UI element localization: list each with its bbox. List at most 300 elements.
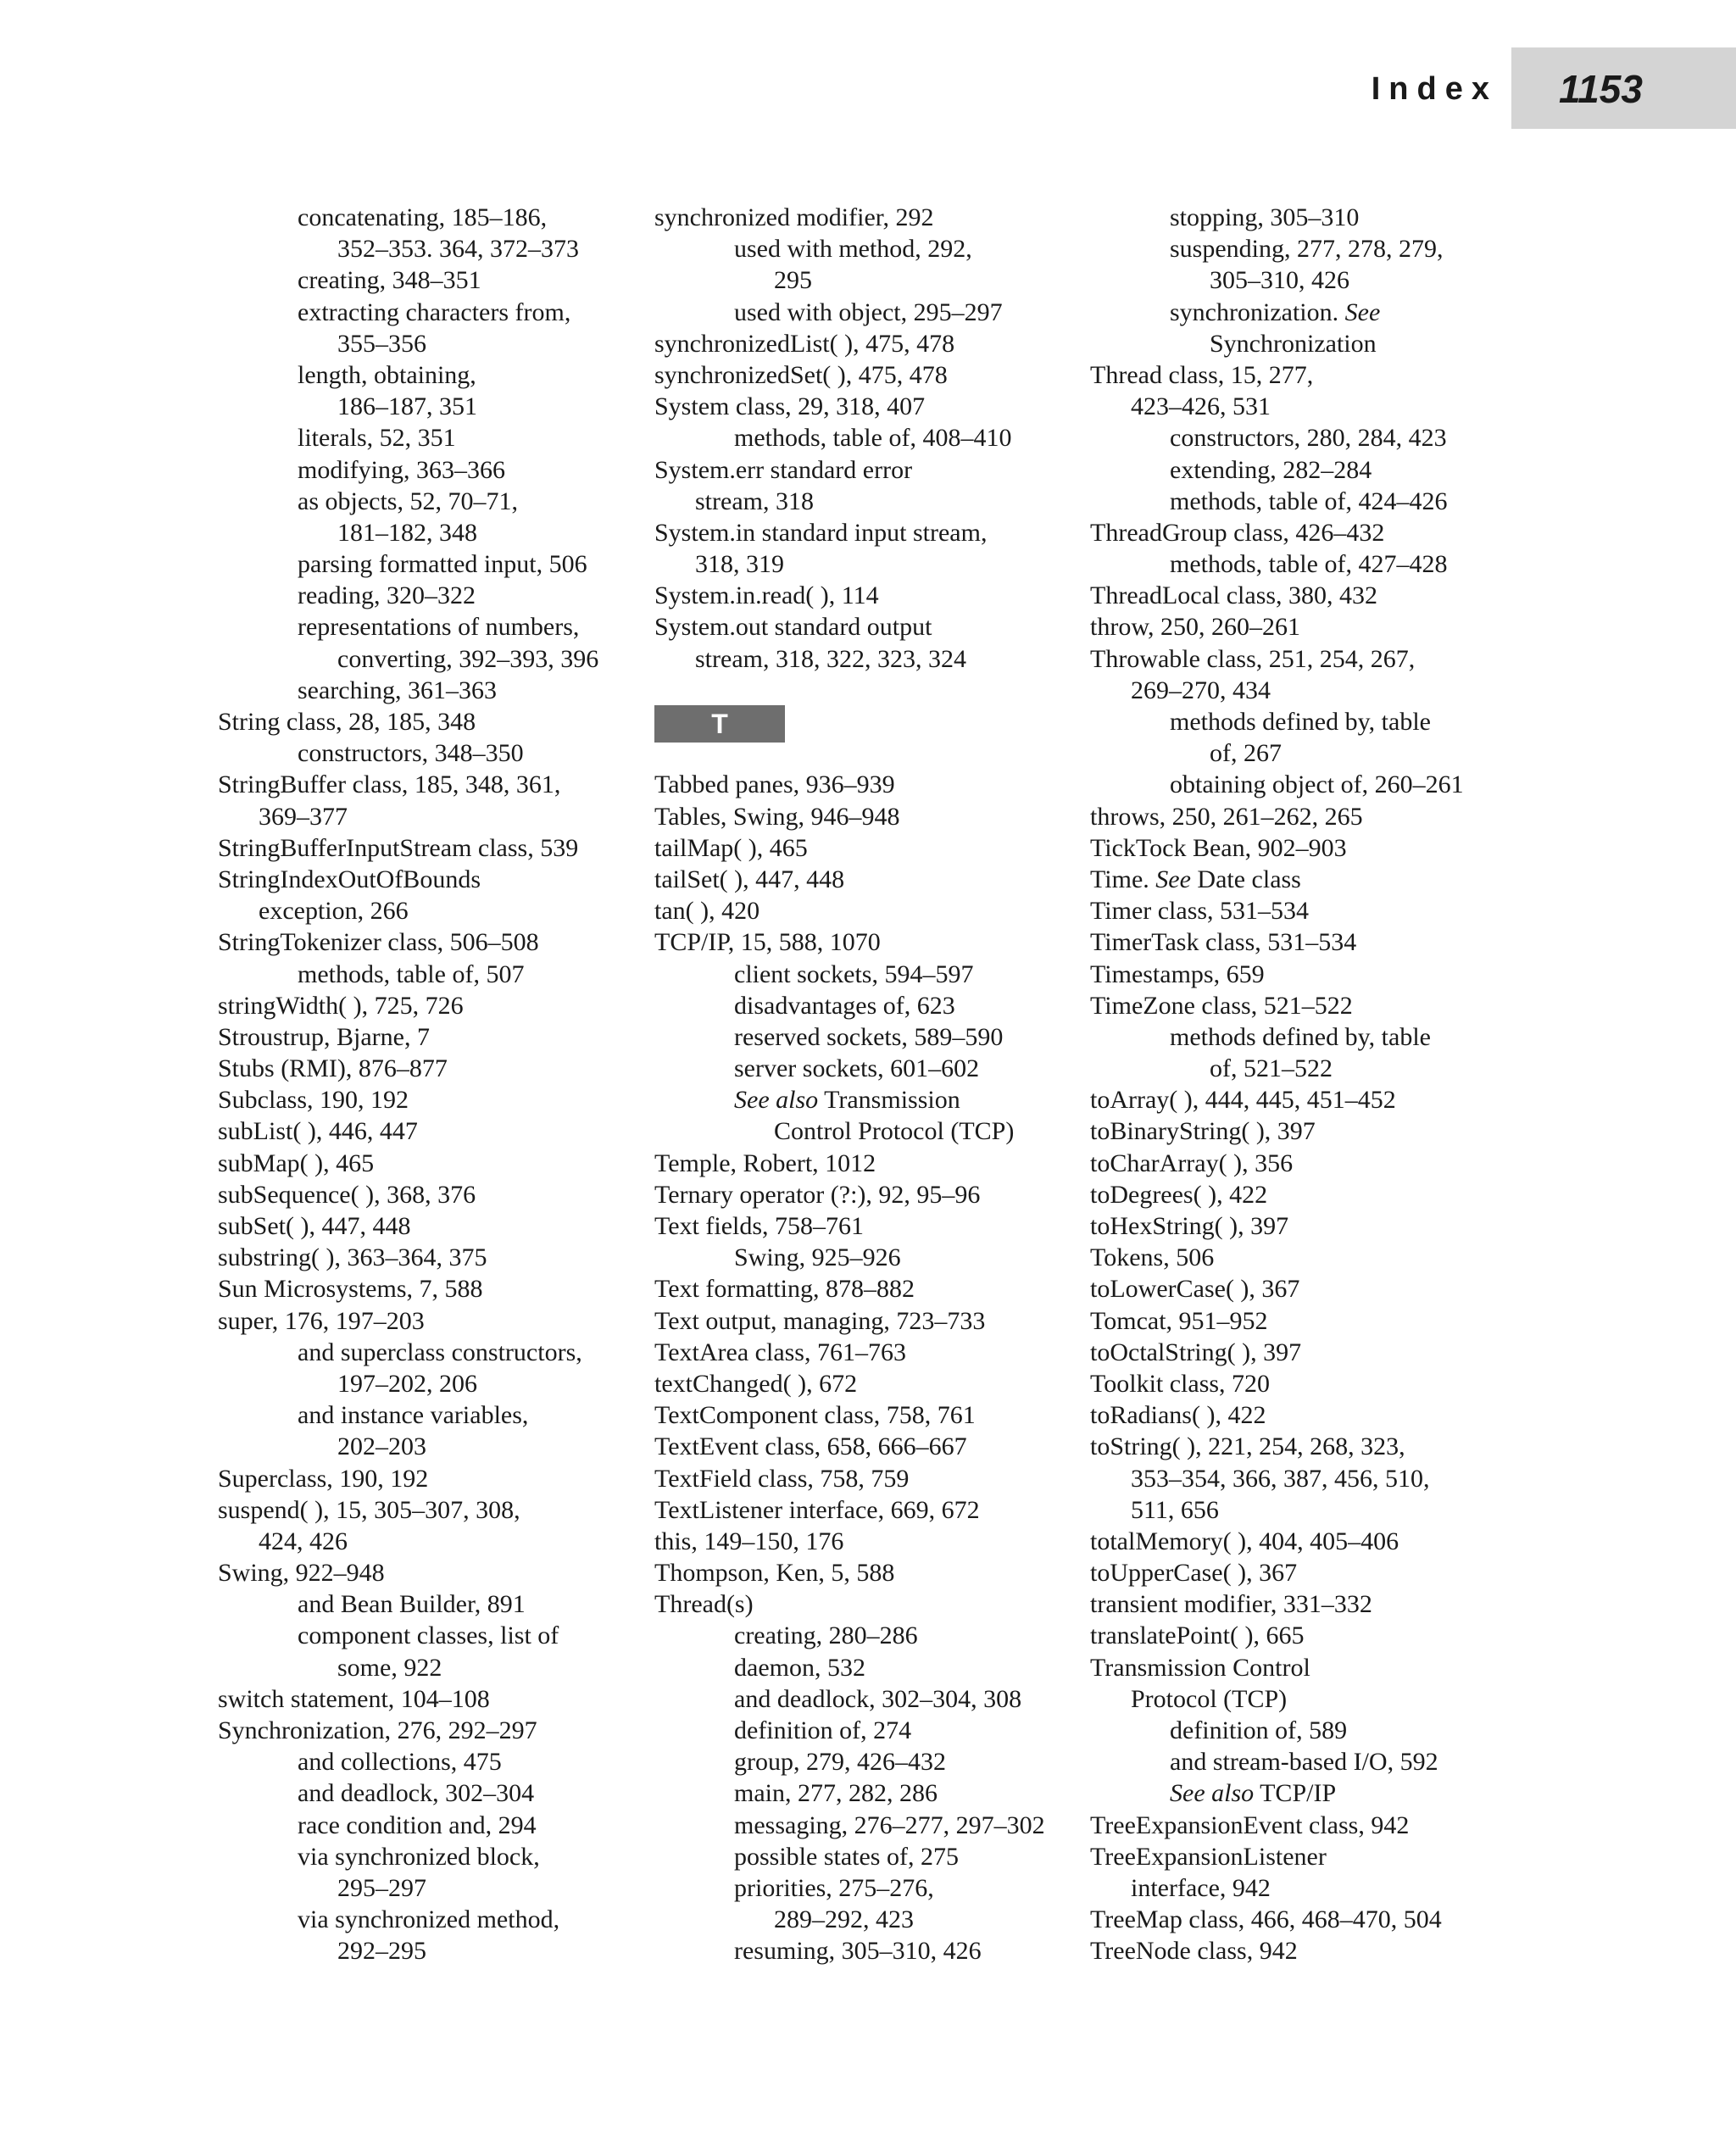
- entry-text: possible states of, 275: [734, 1842, 959, 1871]
- index-entry: [1090, 1305, 1514, 1337]
- index-subentry: [654, 1841, 1087, 1872]
- index-subentry: [1090, 1053, 1514, 1084]
- index-subentry: [1090, 1746, 1514, 1777]
- index-subentry: [218, 422, 642, 453]
- index-entry: [654, 1431, 1087, 1462]
- index-entry: [1090, 1115, 1514, 1147]
- entry-text: Tokens, 506: [1090, 1243, 1215, 1272]
- index-entry: [654, 1494, 1087, 1526]
- index-entry: [218, 1557, 642, 1588]
- entry-text: Timer class, 531–534: [1090, 897, 1310, 926]
- index-subentry: [1090, 1463, 1514, 1494]
- entry-text: toLowerCase( ), 367: [1090, 1275, 1300, 1304]
- entry-text: 181–182, 348: [337, 518, 477, 547]
- entry-text: toBinaryString( ), 397: [1090, 1117, 1316, 1146]
- index-entry: [1090, 1242, 1514, 1273]
- entry-text: Synchronization: [1210, 329, 1377, 358]
- entry-text: disadvantages of, 623: [734, 991, 955, 1020]
- entry-text: transient modifier, 331–332: [1090, 1590, 1372, 1619]
- index-entry: [654, 1368, 1087, 1399]
- index-entry: [1090, 1588, 1514, 1620]
- entry-text: Swing, 922–948: [218, 1559, 385, 1588]
- entry-text: Text fields, 758–761: [654, 1212, 865, 1241]
- entry-text: extending, 282–284: [1170, 455, 1372, 484]
- index-subentry: [218, 1935, 642, 1966]
- index-subentry: [218, 233, 642, 264]
- index-subentry: [218, 1777, 642, 1809]
- entry-text: TextComponent class, 758, 761: [654, 1401, 976, 1430]
- entry-text: methods, table of, 408–410: [734, 424, 1012, 453]
- index-entry: [1090, 580, 1514, 611]
- index-entry: [1090, 832, 1514, 864]
- index-subentry: [218, 737, 642, 769]
- index-subentry: [218, 1368, 642, 1399]
- index-entry: [654, 1337, 1087, 1368]
- index-entry: [218, 1053, 642, 1084]
- index-entry: [1090, 1526, 1514, 1557]
- index-subentry: [1090, 706, 1514, 737]
- entry-text: 197–202, 206: [337, 1369, 477, 1398]
- index-subentry: [218, 328, 642, 359]
- index-subentry: [654, 990, 1087, 1021]
- index-entry: [654, 1148, 1087, 1179]
- entry-text: totalMemory( ), 404, 405–406: [1090, 1527, 1399, 1555]
- index-subentry: [218, 675, 642, 706]
- index-entry: [654, 391, 1087, 422]
- index-subentry: [218, 580, 642, 611]
- entry-text: Tables, Swing, 946–948: [654, 802, 900, 831]
- entry-text: subMap( ), 465: [218, 1149, 375, 1177]
- index-subentry: [1090, 737, 1514, 769]
- entry-text: 424, 426: [259, 1527, 348, 1555]
- entry-text: translatePoint( ), 665: [1090, 1621, 1305, 1650]
- entry-text: as objects, 52, 70–71,: [298, 487, 518, 515]
- entry-text: StringBufferInputStream class, 539: [218, 833, 579, 862]
- entry-text: 305–310, 426: [1210, 266, 1349, 295]
- entry-text: client sockets, 594–597: [734, 960, 974, 988]
- index-entry: [218, 1210, 642, 1242]
- index-subentry: [218, 1904, 642, 1935]
- index-subentry: [1090, 1494, 1514, 1526]
- index-subentry: [218, 202, 642, 233]
- index-entry: [654, 801, 1087, 832]
- entry-text: via synchronized method,: [298, 1905, 560, 1934]
- entry-text: 295: [774, 266, 812, 295]
- index-subentry: [1090, 1715, 1514, 1746]
- entry-text: 202–203: [337, 1432, 426, 1461]
- index-subentry: [1090, 1021, 1514, 1053]
- entry-text: System.err standard error: [654, 455, 913, 484]
- entry-text: throws, 250, 261–262, 265: [1090, 802, 1363, 831]
- index-entry: [654, 328, 1087, 359]
- index-subentry: [218, 1841, 642, 1872]
- entry-text: Timestamps, 659: [1090, 960, 1265, 988]
- entry-text: synchronized modifier, 292: [654, 203, 934, 231]
- index-entry: [654, 1557, 1087, 1588]
- entry-text: stream, 318: [695, 487, 814, 515]
- entry-text: toOctalString( ), 397: [1090, 1338, 1302, 1366]
- entry-text: synchronizedSet( ), 475, 478: [654, 360, 948, 389]
- index-entry: [218, 990, 642, 1021]
- entry-text: literals, 52, 351: [298, 424, 456, 453]
- entry-text: Time.: [1090, 865, 1149, 893]
- index-entry: [218, 1021, 642, 1053]
- page-number: 1153: [1559, 67, 1643, 111]
- entry-text: and Bean Builder, 891: [298, 1590, 526, 1619]
- index-entry: [218, 706, 642, 737]
- index-column-2: [654, 202, 1087, 1967]
- index-subentry: [218, 1431, 642, 1462]
- running-header: Index: [1371, 71, 1498, 107]
- index-subentry: [654, 1715, 1087, 1746]
- entry-text: toRadians( ), 422: [1090, 1401, 1266, 1430]
- entry-text: resuming, 305–310, 426: [734, 1937, 982, 1966]
- entry-text: System.in.read( ), 114: [654, 581, 879, 610]
- index-entry: [1090, 611, 1514, 642]
- entry-text: methods, table of, 424–426: [1170, 487, 1448, 515]
- index-subentry: [1090, 233, 1514, 264]
- index-subentry: [218, 1810, 642, 1841]
- index-entry: [1090, 1179, 1514, 1210]
- entry-text: TCP/IP, 15, 588, 1070: [654, 928, 881, 957]
- section-letter: T: [654, 705, 785, 743]
- index-subentry: [1090, 422, 1514, 453]
- entry-text: System.in standard input stream,: [654, 518, 988, 547]
- index-entry: [218, 1115, 642, 1147]
- index-subentry: [1090, 454, 1514, 486]
- entry-text: some, 922: [337, 1653, 442, 1682]
- index-entry: [1090, 801, 1514, 832]
- index-subentry: [1090, 202, 1514, 233]
- index-subentry: [654, 1683, 1087, 1715]
- index-entry: [1090, 1810, 1514, 1841]
- entry-text: Swing, 925–926: [734, 1243, 901, 1272]
- entry-text: Tomcat, 951–952: [1090, 1306, 1268, 1335]
- index-entry: [218, 832, 642, 864]
- index-entry: [654, 1588, 1087, 1620]
- index-subentry: [654, 1053, 1087, 1084]
- entry-text: Ternary operator (?:), 92, 95–96: [654, 1180, 981, 1209]
- index-entry: [1090, 990, 1514, 1021]
- entry-text: TextArea class, 761–763: [654, 1338, 906, 1366]
- index-entry: [218, 1084, 642, 1115]
- index-column-3: [1090, 202, 1514, 1967]
- entry-text: 352–353. 364, 372–373: [337, 235, 579, 264]
- entry-text: 295–297: [337, 1873, 426, 1902]
- index-subentry: [654, 643, 1087, 675]
- entry-text: TimerTask class, 531–534: [1090, 928, 1357, 957]
- see-also-label: See also: [1170, 1779, 1255, 1808]
- index-entry: [654, 1399, 1087, 1431]
- entry-text: Sun Microsystems, 7, 588: [218, 1275, 483, 1304]
- index-subentry: [654, 1810, 1087, 1841]
- see-also-label: See also: [734, 1086, 819, 1115]
- index-subentry: [218, 359, 642, 391]
- entry-text: TextEvent class, 658, 666–667: [654, 1432, 967, 1461]
- index-subentry: [654, 959, 1087, 990]
- index-entry: [654, 864, 1087, 895]
- entry-text: TCP/IP: [1260, 1779, 1337, 1808]
- entry-text: 369–377: [259, 802, 348, 831]
- entry-text: toDegrees( ), 422: [1090, 1180, 1268, 1209]
- entry-text: tailMap( ), 465: [654, 833, 808, 862]
- entry-text: creating, 348–351: [298, 266, 481, 295]
- entry-text: TimeZone class, 521–522: [1090, 991, 1353, 1020]
- entry-text: Stroustrup, Bjarne, 7: [218, 1022, 430, 1051]
- entry-text: constructors, 280, 284, 423: [1170, 424, 1447, 453]
- entry-text: reserved sockets, 589–590: [734, 1022, 1004, 1051]
- entry-text: of, 267: [1210, 739, 1282, 768]
- index-subentry: [218, 1620, 642, 1651]
- entry-text: TextField class, 758, 759: [654, 1464, 910, 1493]
- index-entry: [1090, 1337, 1514, 1368]
- entry-text: Transmission Control: [1090, 1653, 1310, 1682]
- index-entry: [654, 1210, 1087, 1242]
- index-subentry: [218, 1872, 642, 1904]
- entry-text: stringWidth( ), 725, 726: [218, 991, 464, 1020]
- entry-text: substring( ), 363–364, 375: [218, 1243, 487, 1272]
- index-entry: [654, 611, 1087, 642]
- entry-text: subSet( ), 447, 448: [218, 1212, 411, 1240]
- see-label: See: [1344, 298, 1381, 326]
- entry-text: 355–356: [337, 329, 426, 358]
- entry-text: this, 149–150, 176: [654, 1527, 844, 1555]
- index-entry: [218, 1273, 642, 1304]
- entry-text: tailSet( ), 447, 448: [654, 865, 845, 893]
- entry-text: StringIndexOutOfBounds: [218, 865, 481, 893]
- entry-text: super, 176, 197–203: [218, 1306, 425, 1335]
- index-subentry: [1090, 264, 1514, 296]
- entry-text: stopping, 305–310: [1170, 203, 1360, 231]
- index-subentry: [218, 486, 642, 517]
- index-subentry: [218, 611, 642, 642]
- entry-text: Synchronization, 276, 292–297: [218, 1716, 537, 1744]
- index-subentry: [218, 1652, 642, 1683]
- entry-text: main, 277, 282, 286: [734, 1779, 938, 1808]
- index-entry: [1090, 864, 1514, 895]
- index-subentry: [218, 548, 642, 580]
- index-entry: [654, 359, 1087, 391]
- entry-text: 186–187, 351: [337, 392, 477, 421]
- entry-text: Transmission: [824, 1086, 960, 1115]
- index-subentry: [654, 1021, 1087, 1053]
- entry-text: Tabbed panes, 936–939: [654, 770, 895, 799]
- entry-text: System class, 29, 318, 407: [654, 392, 926, 421]
- entry-text: methods, table of, 507: [298, 960, 525, 988]
- index-subentry: [654, 1242, 1087, 1273]
- index-subentry: [654, 233, 1087, 264]
- index-subentry: [654, 1084, 1087, 1115]
- index-subentry: [654, 264, 1087, 296]
- index-entry: [1090, 1652, 1514, 1683]
- index-subentry: [1090, 297, 1514, 328]
- entry-text: extracting characters from,: [298, 298, 571, 326]
- index-subentry: [218, 517, 642, 548]
- entry-text: searching, 361–363: [298, 676, 497, 704]
- index-entry: [218, 1179, 642, 1210]
- index-entry: [654, 769, 1087, 800]
- index-entry: [1090, 959, 1514, 990]
- index-entry: [218, 926, 642, 958]
- entry-text: toHexString( ), 397: [1090, 1212, 1289, 1240]
- entry-text: 269–270, 434: [1131, 676, 1271, 704]
- index-entry: [654, 926, 1087, 958]
- index-entry: [1090, 1148, 1514, 1179]
- index-subentry: [654, 1777, 1087, 1809]
- entry-text: Toolkit class, 720: [1090, 1369, 1271, 1398]
- entry-text: definition of, 274: [734, 1716, 912, 1745]
- entry-text: ThreadLocal class, 380, 432: [1090, 581, 1378, 610]
- entry-text: used with object, 295–297: [734, 298, 1003, 326]
- entry-text: Stubs (RMI), 876–877: [218, 1054, 448, 1083]
- index-subentry: [218, 297, 642, 328]
- entry-text: Throwable class, 251, 254, 267,: [1090, 644, 1416, 673]
- index-subentry: [218, 391, 642, 422]
- entry-text: Subclass, 190, 192: [218, 1086, 409, 1115]
- index-subentry: [218, 454, 642, 486]
- index-entry: [1090, 1399, 1514, 1431]
- index-entry: [654, 1526, 1087, 1557]
- entry-text: TextListener interface, 669, 672: [654, 1495, 980, 1524]
- entry-text: switch statement, 104–108: [218, 1684, 490, 1713]
- index-entry: [1090, 643, 1514, 675]
- index-subentry: [654, 1620, 1087, 1651]
- entry-text: toUpperCase( ), 367: [1090, 1559, 1298, 1588]
- index-entry: [1090, 1084, 1514, 1115]
- entry-text: group, 279, 426–432: [734, 1748, 946, 1777]
- entry-text: TreeNode class, 942: [1090, 1937, 1298, 1966]
- index-entry: [218, 1715, 642, 1746]
- entry-text: race condition and, 294: [298, 1811, 537, 1839]
- index-entry: [654, 1463, 1087, 1494]
- index-entry: [654, 895, 1087, 926]
- entry-text: methods, table of, 427–428: [1170, 550, 1448, 579]
- index-entry: [1090, 1841, 1514, 1872]
- entry-text: System.out standard output: [654, 613, 932, 642]
- index-entry: [654, 580, 1087, 611]
- index-subentry: [1090, 1872, 1514, 1904]
- index-entry: [654, 454, 1087, 486]
- entry-text: 353–354, 366, 387, 456, 510,: [1131, 1464, 1430, 1493]
- index-entry: [1090, 517, 1514, 548]
- entry-text: String class, 28, 185, 348: [218, 708, 476, 736]
- index-subentry: [1090, 486, 1514, 517]
- entry-text: converting, 392–393, 396: [337, 644, 599, 673]
- entry-text: parsing formatted input, 506: [298, 550, 587, 579]
- index-entry: [1090, 1273, 1514, 1304]
- entry-text: of, 521–522: [1210, 1054, 1333, 1083]
- entry-text: toString( ), 221, 254, 268, 323,: [1090, 1432, 1405, 1461]
- index-subentry: [218, 1588, 642, 1620]
- entry-text: methods defined by, table: [1170, 1022, 1431, 1051]
- entry-text: obtaining object of, 260–261: [1170, 770, 1464, 799]
- index-entry: [654, 1273, 1087, 1304]
- entry-text: 511, 656: [1131, 1495, 1219, 1524]
- entry-text: Temple, Robert, 1012: [654, 1149, 876, 1177]
- index-subentry: [654, 297, 1087, 328]
- index-entry: [1090, 1557, 1514, 1588]
- entry-text: Protocol (TCP): [1131, 1684, 1288, 1713]
- entry-text: messaging, 276–277, 297–302: [734, 1811, 1045, 1839]
- index-subentry: [654, 1904, 1087, 1935]
- entry-text: used with method, 292,: [734, 235, 972, 264]
- index-entry: [654, 1305, 1087, 1337]
- index-subentry: [654, 1115, 1087, 1147]
- entry-text: Text output, managing, 723–733: [654, 1306, 986, 1335]
- index-entry: [1090, 359, 1514, 391]
- entry-text: server sockets, 601–602: [734, 1054, 980, 1083]
- entry-text: modifying, 363–366: [298, 455, 505, 484]
- entry-text: throw, 250, 260–261: [1090, 613, 1301, 642]
- index-subentry: [1090, 391, 1514, 422]
- entry-text: 292–295: [337, 1937, 426, 1966]
- index-subentry: [1090, 328, 1514, 359]
- index-entry: [218, 1305, 642, 1337]
- entry-text: methods defined by, table: [1170, 708, 1431, 736]
- entry-text: suspending, 277, 278, 279,: [1170, 235, 1444, 264]
- index-entry: [218, 1683, 642, 1715]
- entry-text: and superclass constructors,: [298, 1338, 582, 1366]
- entry-text: definition of, 589: [1170, 1716, 1348, 1744]
- entry-text: toArray( ), 444, 445, 451–452: [1090, 1086, 1396, 1115]
- entry-text: Thread class, 15, 277,: [1090, 360, 1314, 389]
- index-entry: [1090, 926, 1514, 958]
- index-entry: [1090, 1904, 1514, 1935]
- entry-text: synchronization.: [1170, 298, 1339, 326]
- index-entry: [218, 1242, 642, 1273]
- index-entry: [218, 1494, 642, 1526]
- index-subentry: [1090, 675, 1514, 706]
- index-subentry: [218, 1399, 642, 1431]
- index-entry: [654, 202, 1087, 233]
- entry-text: concatenating, 185–186,: [298, 203, 548, 231]
- index-entry: [1090, 1431, 1514, 1462]
- index-column-1: [218, 202, 642, 1967]
- entry-text: priorities, 275–276,: [734, 1873, 934, 1902]
- index-subentry: [654, 422, 1087, 453]
- entry-text: TreeExpansionEvent class, 942: [1090, 1811, 1410, 1839]
- index-entry: [1090, 895, 1514, 926]
- see-target: Date class: [1197, 865, 1301, 893]
- index-subentry: [654, 1652, 1087, 1683]
- entry-text: suspend( ), 15, 305–307, 308,: [218, 1495, 520, 1524]
- entry-text: and instance variables,: [298, 1401, 529, 1430]
- index-entry: [1090, 1368, 1514, 1399]
- entry-text: 318, 319: [695, 550, 784, 579]
- index-subentry: [218, 959, 642, 990]
- index-entry: [654, 1179, 1087, 1210]
- entry-text: subSequence( ), 368, 376: [218, 1180, 476, 1209]
- entry-text: daemon, 532: [734, 1653, 865, 1682]
- index-subentry: [654, 486, 1087, 517]
- entry-text: component classes, list of: [298, 1621, 559, 1650]
- entry-text: interface, 942: [1131, 1873, 1271, 1902]
- entry-text: synchronizedList( ), 475, 478: [654, 329, 955, 358]
- entry-text: via synchronized block,: [298, 1842, 540, 1871]
- entry-text: TreeExpansionListener: [1090, 1842, 1327, 1871]
- entry-text: subList( ), 446, 447: [218, 1117, 418, 1146]
- entry-text: constructors, 348–350: [298, 739, 524, 768]
- index-subentry: [218, 801, 642, 832]
- entry-text: representations of numbers,: [298, 613, 580, 642]
- page-number-tab: [1511, 47, 1736, 129]
- index-subentry: [218, 1526, 642, 1557]
- index-subentry: [218, 643, 642, 675]
- index-entry: [654, 832, 1087, 864]
- entry-text: TreeMap class, 466, 468–470, 504: [1090, 1905, 1442, 1934]
- entry-text: tan( ), 420: [654, 897, 760, 926]
- entry-text: TickTock Bean, 902–903: [1090, 833, 1347, 862]
